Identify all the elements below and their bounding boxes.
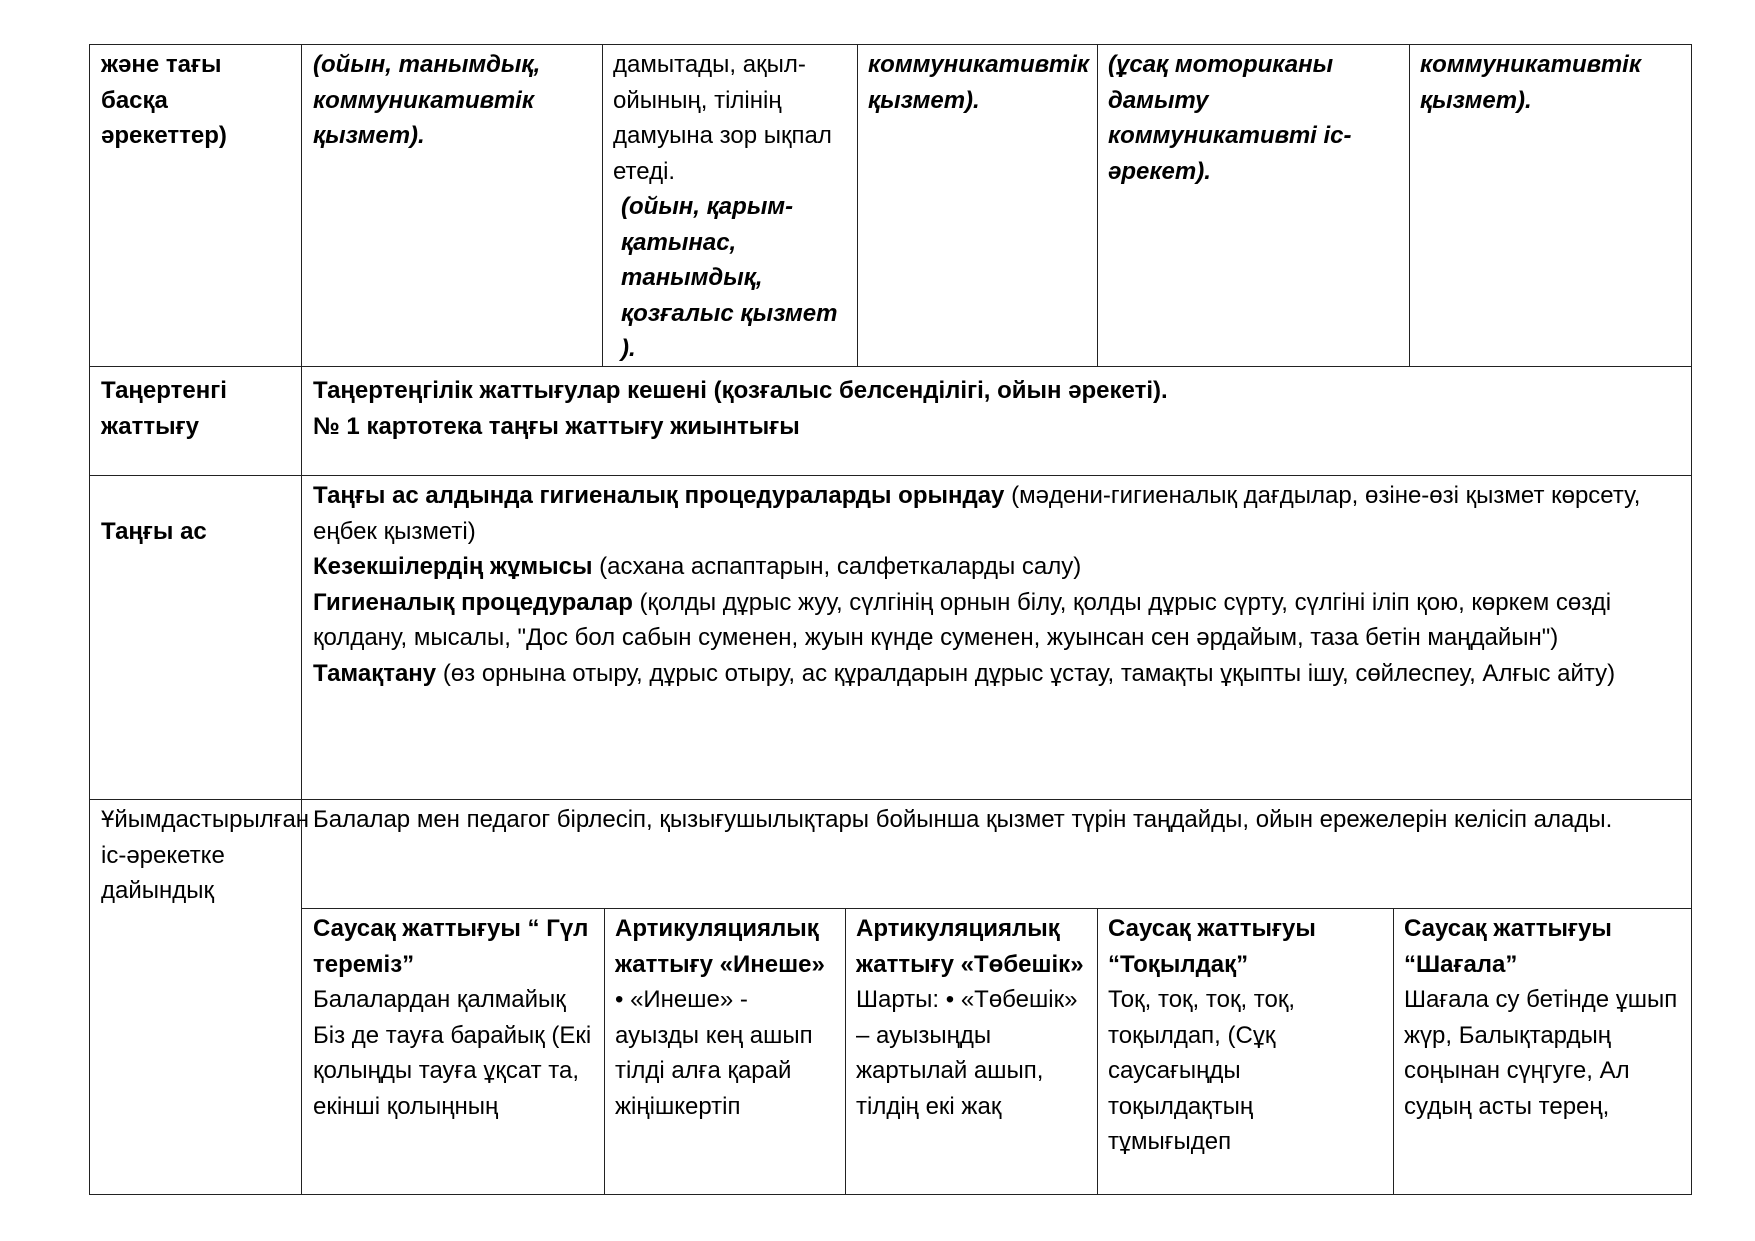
row4-exercise-cell [856, 911, 1088, 1124]
row4-divider [1097, 908, 1098, 1194]
row3-content-cell [313, 478, 1683, 691]
row1-col6-text: коммуникативтік қызмет). [1420, 51, 1641, 114]
exercise-body: • «Инеше» - ауызды кең ашып тілді алға қарай жіңішкертіп [615, 986, 813, 1120]
row1-col3-activity: (ойын, қарым-қатынас, танымдық, қозғалыс қызмет ). [621, 193, 838, 362]
table-border-subrow [301, 908, 1692, 909]
row1-col5-text: (ұсақ моториканы дамыту коммуникативті іс-әрекет). [1108, 51, 1352, 185]
row3-p1-bold: Таңғы ас алдында гигиеналық процедураларды орындау [313, 482, 1005, 509]
row3-p3-bold: Гигиеналық процедуралар [313, 588, 633, 616]
row4-intro-text: Балалар мен педагог бірлесіп, қызығушылықтары бойынша қызмет түрін таңдайды, ойын ережелерін келісіп алады. [313, 806, 1613, 833]
row1-col2-text: (ойын, танымдық, коммуникативтік қызмет). [313, 51, 541, 149]
exercise-body: Шарты: • «Төбешік» – ауызыңды жартылай ашып, тілдің екі жақ [856, 986, 1078, 1120]
row1-divider [1409, 44, 1410, 366]
row4-exercise-cell [1108, 911, 1378, 1160]
row1-divider [1097, 44, 1098, 366]
row1-col6-cell [1420, 47, 1680, 118]
exercise-body: Тоқ, тоқ, тоқ, тоқ, тоқылдап, (Сұқ саусағыңды тоқылдақтың тұмығыдеп [1108, 986, 1296, 1155]
row4-divider [1393, 908, 1394, 1194]
exercise-body: Балалардан қалмайық Біз де тауға барайық (Екі қолыңды тауға ұқсат та, екінші қолыңның [313, 986, 592, 1120]
row3-p1-text: (мәдени-гигиеналық дағдылар, өзіне-өзі қызмет көрсету, еңбек қызметі) [313, 482, 1641, 545]
row1-col2-cell [313, 47, 593, 154]
row2-label-text: Таңертенгі жаттығу [101, 377, 227, 440]
row4-divider [604, 908, 605, 1194]
row4-exercise-cell [1404, 911, 1682, 1124]
row3-p3-text: (қолды дұрыс жуу, сүлгінің орнын білу, қолды дұрыс сүрту, сүлгіні іліп қою, көркем сөзді қолдану, мысалы, "Дос бол сабын суменен, жуын күнде суменен, жуынсан сен әрдайым, таза бетін маңдайын") [313, 588, 1612, 651]
row1-col4-text: коммуникативтік қызмет). [868, 51, 1089, 114]
row4-intro-cell [313, 802, 1683, 838]
exercise-body: Шағала су бетінде ұшып жүр, Балықтардың соңынан сүңгуге, Ал судың асты терең, [1404, 986, 1678, 1120]
row1-divider [602, 44, 603, 366]
row1-label-cell [101, 47, 291, 154]
table-border-left [89, 44, 90, 1194]
row1-col4-cell [868, 47, 1088, 118]
row3-p4-bold: Тамақтану [313, 659, 437, 687]
table-border-label-col [301, 44, 302, 1194]
row1-col5-cell [1108, 47, 1378, 189]
row1-col3-cell [613, 47, 843, 367]
row4-divider [845, 908, 846, 1194]
row3-para-hygiene-procedures [313, 585, 1683, 656]
row2-content-cell [313, 373, 1683, 444]
exercise-title: Саусақ жаттығуы “Шағала” [1404, 915, 1612, 978]
table-border-right [1691, 44, 1692, 1194]
row1-col3-text: дамытады, ақыл-ойының, тілінің дамуына зор ықпал етеді. [613, 51, 832, 185]
row3-label-text: Таңғы ас [101, 518, 207, 545]
row3-p4-text: (өз орнына отыру, дұрыс отыру, ас құралдарын дұрыс ұстау, тамақты ұқыпты ішу, сөйлеспеу, Алғыс айту) [436, 659, 1616, 687]
table-border-row4 [89, 799, 1692, 800]
row3-p2-text: (асхана аспаптарын, салфеткаларды салу) [592, 553, 1082, 580]
row3-para-duty [313, 549, 1683, 585]
exercise-title: Артикуляциялық жаттығу «Инеше» [615, 915, 825, 978]
row4-exercise-cell [313, 911, 595, 1124]
row1-label-text: және тағы басқа әрекеттер) [101, 51, 227, 149]
exercise-title: Саусақ жаттығуы “Тоқылдақ” [1108, 915, 1316, 978]
row3-para-hygiene-before-breakfast [313, 478, 1683, 549]
row3-para-eating [313, 656, 1683, 692]
exercise-title: Артикуляциялық жаттығу «Төбешік» [856, 915, 1084, 978]
row2-label-cell [101, 373, 291, 444]
row3-label-cell [101, 514, 291, 550]
table-border-row3 [89, 475, 1692, 476]
exercise-title: Саусақ жаттығуы “ Гүл тереміз” [313, 915, 589, 978]
row2-line1: Таңертеңгілік жаттығулар кешені (қозғалыс белсенділігі, ойын әрекеті). [313, 377, 1168, 404]
row2-line2: № 1 картотека таңғы жаттығу жиынтығы [313, 412, 800, 440]
table-border-bottom [89, 1194, 1692, 1195]
table-border-row2 [89, 366, 1692, 367]
row4-label-text: Ұйымдастырылған іс-әрекетке дайындық [101, 806, 310, 904]
row4-exercise-cell [615, 911, 837, 1124]
row3-p2-bold: Кезекшілердің жұмысы [313, 553, 593, 580]
row4-label-cell [101, 802, 310, 909]
row1-divider [857, 44, 858, 366]
table-border-top [89, 44, 1692, 45]
